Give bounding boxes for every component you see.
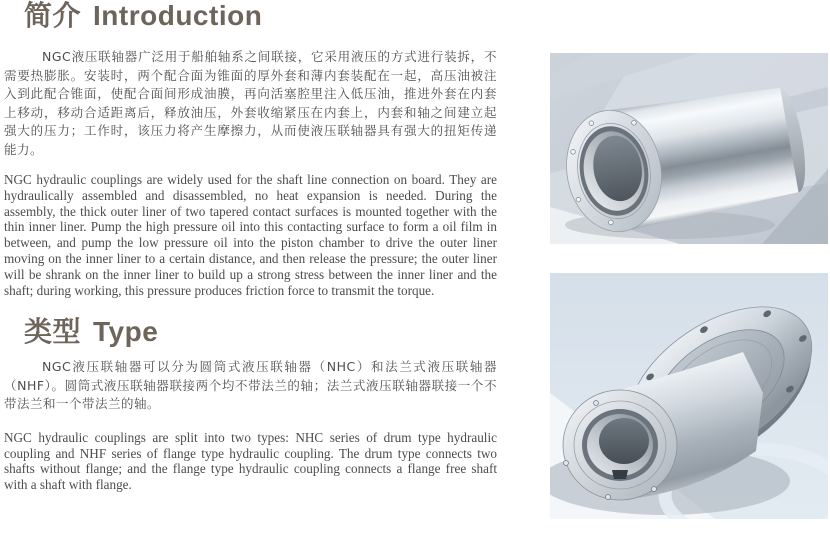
type-heading bbox=[24, 316, 497, 348]
introduction-heading-en: Introduction bbox=[93, 0, 263, 31]
type-paragraph-english: NGC hydraulic couplings are split into two types: NHC series of drum type hydraulic coupling and NHF series of flange type hydraulic coupling. The drum type connects two shafts without flange; and the flange type hydraulic coupling connects a flange free shaft with a shaft with flange. bbox=[4, 429, 497, 493]
image-column bbox=[550, 53, 828, 519]
introduction-heading-zh: 简介 bbox=[24, 0, 82, 31]
cone-front-face bbox=[563, 390, 677, 500]
introduction-heading bbox=[24, 0, 497, 32]
flange-coupling-image bbox=[550, 273, 828, 519]
drum-coupling-image bbox=[550, 53, 828, 244]
flange-coupling-render bbox=[550, 273, 828, 519]
type-paragraph-chinese: NGC液压联轴器可以分为圆筒式液压联轴器（NHC）和法兰式液压联轴器（NHF）。圆筒式液压联轴器联接两个均不带法兰的轴；法兰式液压联轴器联接一个不带法兰和一个带法兰的轴。 bbox=[4, 359, 497, 412]
section-type bbox=[4, 316, 497, 493]
type-heading-zh: 类型 bbox=[24, 316, 82, 348]
introduction-paragraph-english: NGC hydraulic couplings are widely used for the shaft line connection on board. They are hydraulically assembled and disassembled, no heat expansion is needed. During the assembly, the thick outer liner of two tapered contact surfaces is mounted together with the thin inner liner. Pump the high pressure oil into this contacting surface to form a oil film in between, and pump the low pressure oil into the piston chamber to drive the outer liner moving on the inner liner to a certain distance, and then release the pressure; the outer liner will be shrank on the inner liner to build up a strong stress between the inner liner and the shaft; during working, this pressure produces friction force to transmit the torque. bbox=[4, 172, 497, 298]
text-column bbox=[4, 0, 497, 493]
type-heading-en: Type bbox=[93, 316, 159, 348]
drum-coupling-render bbox=[550, 53, 828, 244]
section-introduction bbox=[4, 0, 497, 298]
introduction-paragraph-chinese: NGC液压联轴器广泛用于船舶轴系之间联接，它采用液压的方式进行装拆，不需要热膨胀。安装时，两个配合面为锥面的厚外套和薄内套装配在一起，高压油被注入到此配合锥面，使配合面间形成油膜，再向活塞腔里注入低压油，推进外套在内套上移动，移动合适距离后，释放油压，外套收缩紧压在内套上，内套和轴之间建立起强大的压力；工作时，该压力将产生摩擦力，从而使液压联轴器具有强大的扭矩传递能力。 bbox=[4, 49, 497, 157]
